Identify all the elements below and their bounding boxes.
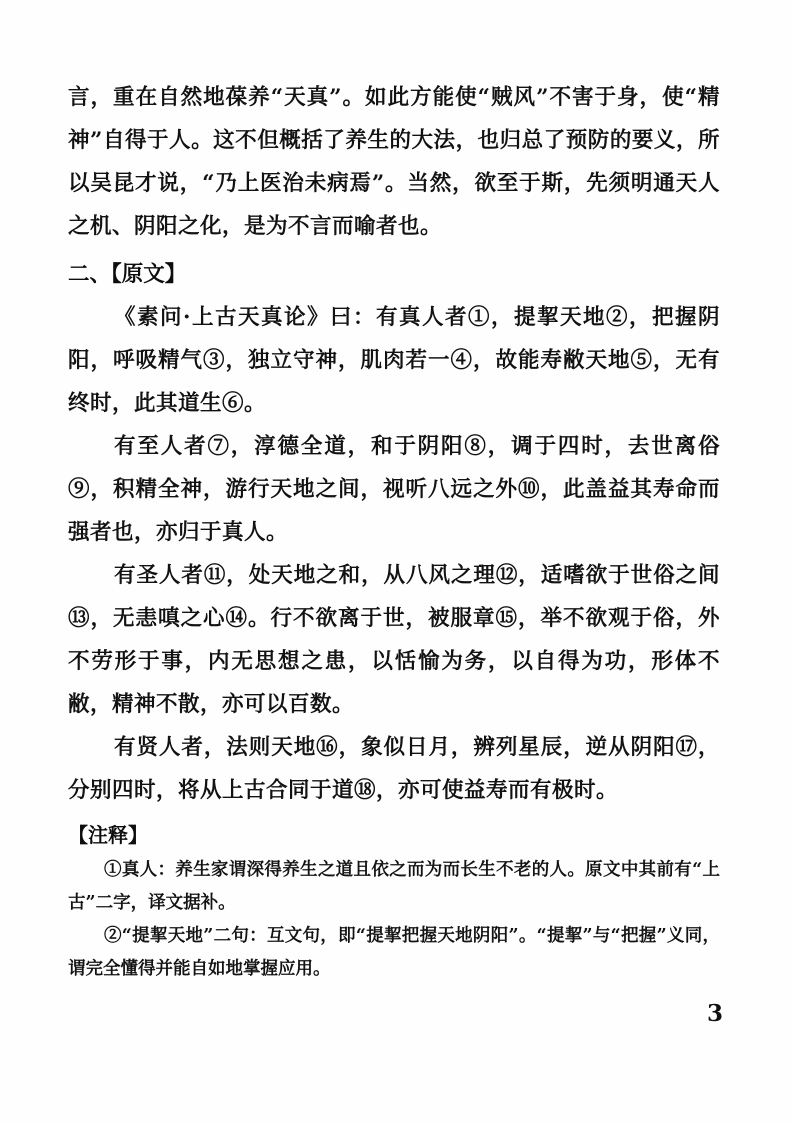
paragraph-xianren: 有贤人者，法则天地⑯，象似日月，辨列星辰，逆从阴阳⑰，分别四时，将从上古合同于道⑱，亦可使益寿而有极时。 [68,735,720,803]
page-number: 3 [706,1000,723,1027]
paragraph-shengren: 有圣人者⑪，处天地之和，从八风之理⑫，适嗜欲于世俗之间⑬，无恚嗔之心⑭。行不欲离于世，被服章⑮，举不欲观于俗，外不劳形于事，内无思想之患，以恬愉为务，以自得为功，形体不敝，精神不散，亦可以百数。 [68,563,720,717]
spacer [68,248,720,251]
page-content [68,76,720,986]
paragraph-zhenren: 《素问·上古天真论》曰：有真人者①，提挈天地②，把握阴阳，呼吸精气③，独立守神，肌肉若一④，故能寿敝天地⑤，无有终时，此其道生⑥。 [68,305,720,416]
paragraph-intro-continued: 言，重在自然地葆养“天真”。如此方能使“贼风”不害于身，使“精神”自得于人。这不但概括了养生的大法，也归总了预防的要义，所以吴昆才说，“乃上医治未病焉”。当然，欲至于斯，先须明通天人之机、阴阳之化，是为不言而喻者也。 [68,85,720,239]
section-heading-original-text: 二、【原文】 [68,262,187,287]
note-item-2: ②“提挈天地”二句：互文句，即“提挈把握天地阴阳”。“提挈”与“把握”义同，谓完全懂得并能自如地掌握应用。 [68,926,720,979]
note-item-1: ①真人：养生家谓深得养生之道且依之而为而长生不老的人。原文中其前有“上古”二字，译文据补。 [68,860,720,913]
notes-heading: 【注释】 [68,823,148,847]
paragraph-zhiren: 有至人者⑦，淳德全道，和于阴阳⑧，调于四时，去世离俗⑨，积精全神，游行天地之间，视听八远之外⑩，此盖益其寿命而强者也，亦归于真人。 [68,434,720,545]
